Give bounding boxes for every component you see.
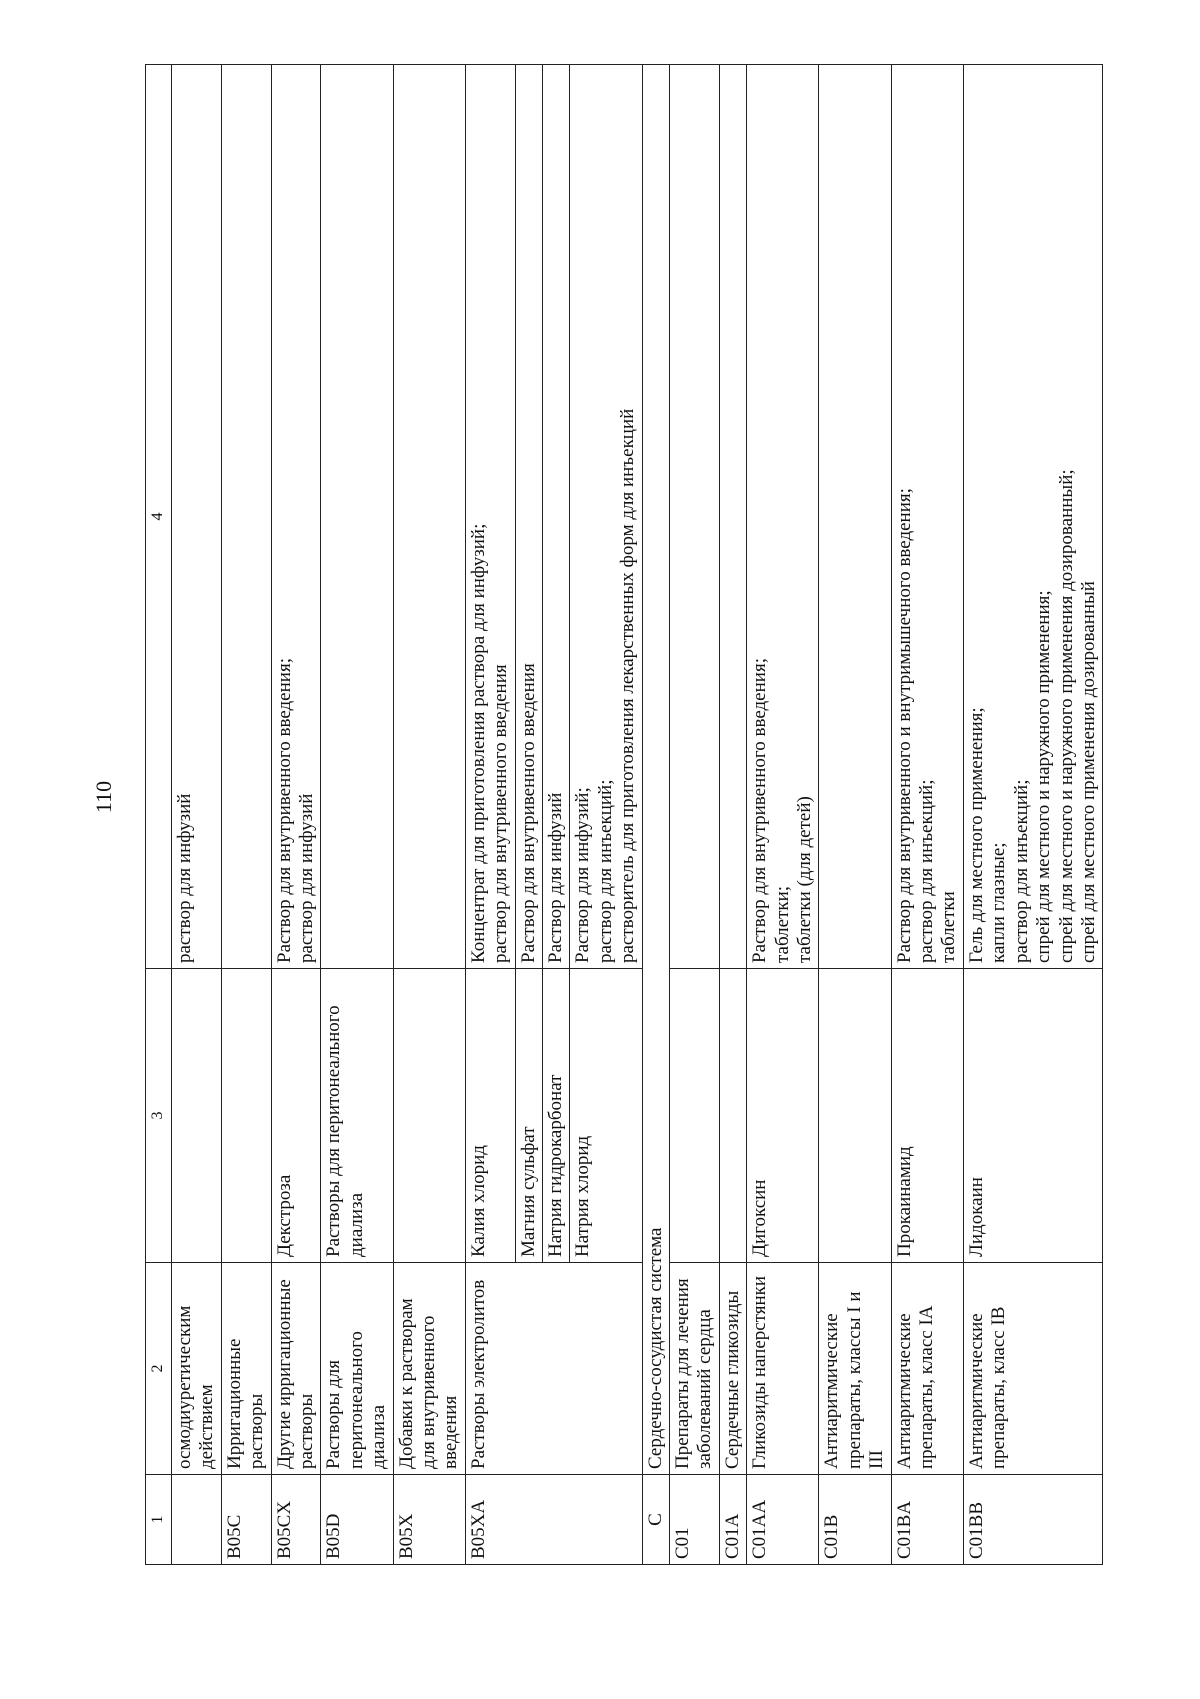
- dosage-forms: [221, 65, 271, 969]
- table-row: [321, 65, 393, 1565]
- group-name: Антиаритмические препараты, классы I и III: [819, 1263, 891, 1475]
- dosage-forms: [719, 65, 746, 969]
- dosage-forms: Раствор для инфузий: [542, 65, 569, 969]
- table-row: [465, 65, 515, 1565]
- drug-name: Прокаинамид: [891, 969, 963, 1263]
- dosage-forms: Раствор для внутривенного введения: [515, 65, 542, 969]
- table-row: [670, 65, 720, 1565]
- page-number: 110: [91, 780, 116, 814]
- atc-code: C01AA: [747, 1475, 819, 1565]
- group-name: Гликозиды наперстянки: [747, 1263, 819, 1475]
- table-row: [719, 65, 746, 1565]
- header-col-2: 2: [146, 1263, 172, 1475]
- drug-name: Дигоксин: [747, 969, 819, 1263]
- header-col-3: 3: [146, 969, 172, 1263]
- atc-code: [171, 1475, 221, 1565]
- group-name: Сердечные гликозиды: [719, 1263, 746, 1475]
- atc-code: B05XA: [465, 1475, 642, 1565]
- table-row: [271, 65, 321, 1565]
- section-row: [642, 65, 669, 1565]
- atc-code: C01BA: [891, 1475, 963, 1565]
- dosage-forms: Раствор для внутривенного введения; раствор для инфузий: [271, 65, 321, 969]
- section-title: Сердечно-сосудистая система: [642, 65, 669, 1475]
- atc-code: B05CX: [271, 1475, 321, 1565]
- dosage-forms: [393, 65, 465, 969]
- drug-name: [393, 969, 465, 1263]
- table-row: [393, 65, 465, 1565]
- atc-code: B05D: [321, 1475, 393, 1565]
- rotated-page: [145, 65, 1200, 1565]
- header-row: [146, 65, 172, 1565]
- atc-code: C01BB: [963, 1475, 1102, 1565]
- dosage-forms: [321, 65, 393, 969]
- group-name: Растворы для перитонеального диализа: [321, 1263, 393, 1475]
- atc-code: C: [642, 1475, 669, 1565]
- dosage-forms: Раствор для инфузий; раствор для инъекций; растворитель для приготовления лекарственных форм для инъекций: [570, 65, 642, 969]
- header-col-4: 4: [146, 65, 172, 969]
- drug-name: Натрия хлорид: [570, 969, 642, 1263]
- group-name: Ирригационные растворы: [221, 1263, 271, 1475]
- atc-code: C01: [670, 1475, 720, 1565]
- table-row: [747, 65, 819, 1565]
- group-name: Антиаритмические препараты, класс IA: [891, 1263, 963, 1475]
- group-name: осмодиуретическим действием: [171, 1263, 221, 1475]
- drug-name: [171, 969, 221, 1263]
- dosage-forms: [670, 65, 720, 969]
- dosage-forms: [819, 65, 891, 969]
- dosage-forms: раствор для инфузий: [171, 65, 221, 969]
- drug-name: Декстроза: [271, 969, 321, 1263]
- header-col-1: 1: [146, 1475, 172, 1565]
- table-row: [819, 65, 891, 1565]
- drug-name: [819, 969, 891, 1263]
- drug-name: Лидокаин: [963, 969, 1102, 1263]
- drug-name: [719, 969, 746, 1263]
- drug-name: Магния сульфат: [515, 969, 542, 1263]
- dosage-forms: Концентрат для приготовления раствора для инфузий; раствор для внутривенного введения: [465, 65, 515, 969]
- table-row: [891, 65, 963, 1565]
- group-name: Антиаритмические препараты, класс IB: [963, 1263, 1102, 1475]
- drug-name: Натрия гидрокарбонат: [542, 969, 569, 1263]
- dosage-forms: Раствор для внутривенного и внутримышечного введения; раствор для инъекций; таблетки: [891, 65, 963, 969]
- drug-name: [670, 969, 720, 1263]
- table-row: [963, 65, 1102, 1565]
- dosage-forms: Гель для местного применения; капли глазные; раствор для инъекций; спрей для местного и наружного применения; спрей для местного и наружного применения дозированный; спрей для местного применения дозированный: [963, 65, 1102, 969]
- table-row: [221, 65, 271, 1565]
- group-name: Добавки к растворам для внутривенного введения: [393, 1263, 465, 1475]
- group-name: Другие ирригационные растворы: [271, 1263, 321, 1475]
- group-name: Препараты для лечения заболеваний сердца: [670, 1263, 720, 1475]
- dosage-forms: Раствор для внутривенного введения; таблетки; таблетки (для детей): [747, 65, 819, 969]
- drug-name: [221, 969, 271, 1263]
- drug-name: Калия хлорид: [465, 969, 515, 1263]
- atc-code: C01B: [819, 1475, 891, 1565]
- drug-table: [145, 64, 1103, 1565]
- drug-name: Растворы для перитонеального диализа: [321, 969, 393, 1263]
- table-row: [171, 65, 221, 1565]
- group-name: Растворы электролитов: [465, 1263, 642, 1475]
- atc-code: C01A: [719, 1475, 746, 1565]
- atc-code: B05C: [221, 1475, 271, 1565]
- atc-code: B05X: [393, 1475, 465, 1565]
